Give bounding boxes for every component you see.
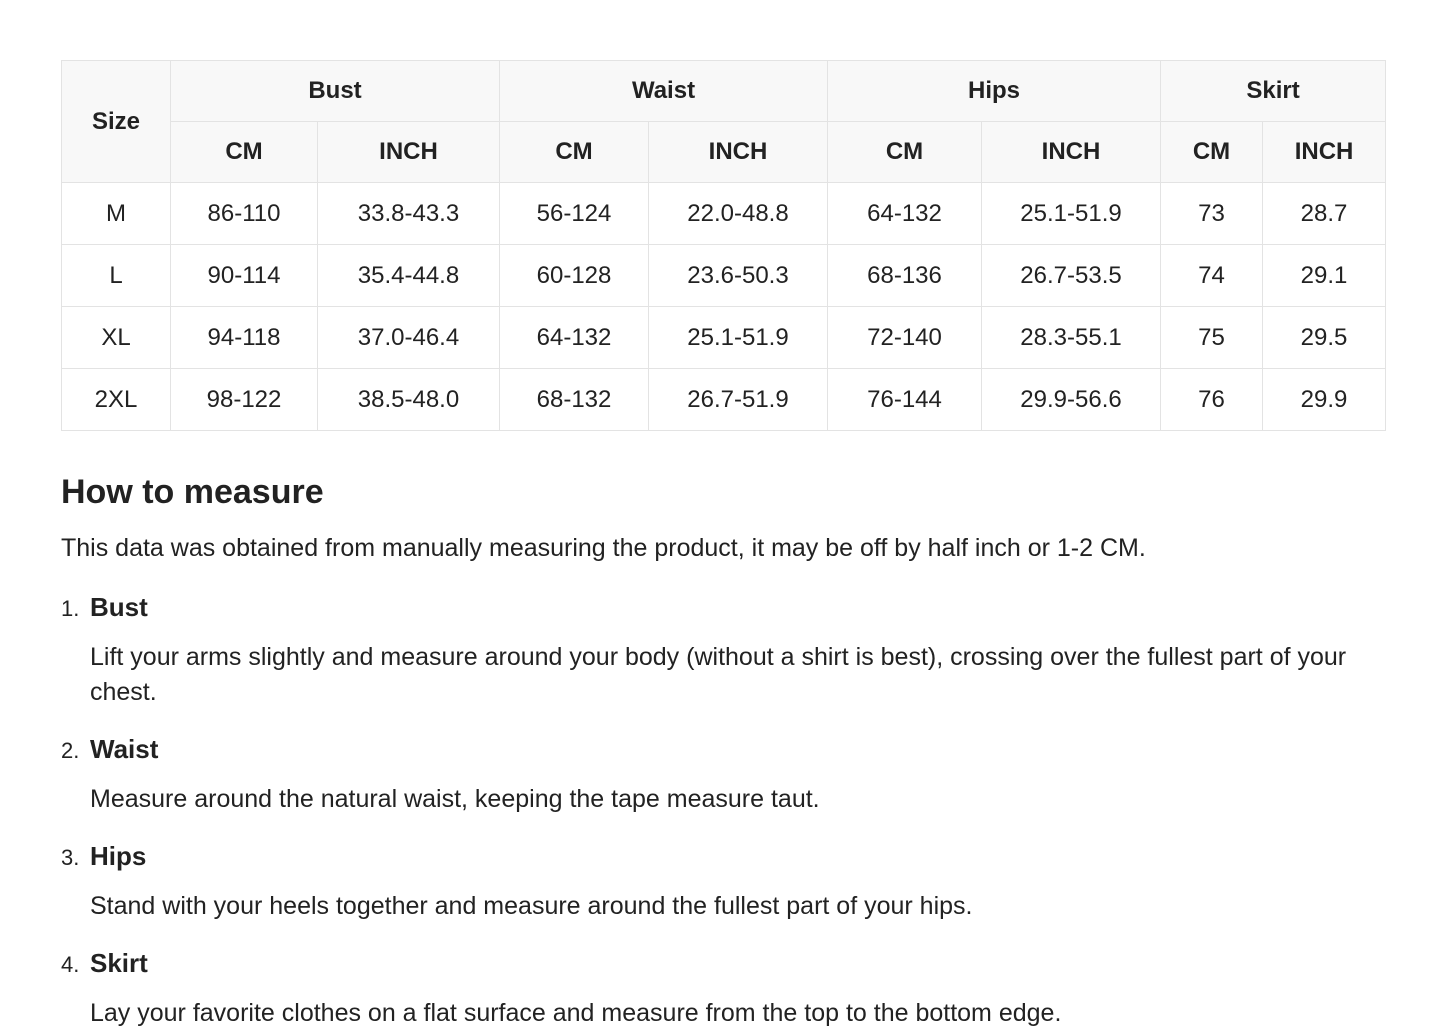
waist-cm-cell: 56-124	[500, 183, 649, 245]
measure-step-skirt	[61, 946, 1385, 1026]
step-label: Waist	[90, 734, 159, 764]
step-description: Measure around the natural waist, keeping the tape measure taut.	[90, 785, 820, 813]
step-label: Hips	[90, 841, 147, 871]
bust-inch-cell: 37.0-46.4	[318, 307, 500, 369]
step-number: 3.	[61, 845, 80, 870]
size-cell: 2XL	[62, 369, 171, 431]
step-description: Lift your arms slightly and measure around your body (without a shirt is best), crossing over the fullest part of your chest.	[90, 643, 1347, 706]
size-cell: L	[62, 245, 171, 307]
unit-header-waist-inch: INCH	[649, 122, 828, 183]
hips-cm-cell: 72-140	[828, 307, 982, 369]
hips-cm-cell: 68-136	[828, 245, 982, 307]
step-number: 2.	[61, 738, 80, 763]
skirt-inch-cell: 29.1	[1263, 245, 1386, 307]
bust-inch-cell: 38.5-48.0	[318, 369, 500, 431]
group-header-waist: Waist	[500, 61, 828, 122]
section-title: How to measure	[61, 473, 324, 511]
waist-inch-cell: 23.6-50.3	[649, 245, 828, 307]
hips-cm-cell: 64-132	[828, 183, 982, 245]
skirt-cm-cell: 73	[1161, 183, 1263, 245]
step-heading	[61, 946, 1385, 985]
step-number: 1.	[61, 596, 80, 621]
waist-cm-cell: 60-128	[500, 245, 649, 307]
bust-cm-cell: 98-122	[171, 369, 318, 431]
skirt-cm-cell: 75	[1161, 307, 1263, 369]
table-row-xl	[62, 307, 1386, 369]
waist-cm-cell: 68-132	[500, 369, 649, 431]
hips-inch-cell: 25.1-51.9	[982, 183, 1161, 245]
measure-step-waist	[61, 732, 1385, 817]
skirt-inch-cell: 29.9	[1263, 369, 1386, 431]
step-number: 4.	[61, 952, 80, 977]
hips-cm-cell: 76-144	[828, 369, 982, 431]
table-row-m	[62, 183, 1386, 245]
skirt-inch-cell: 28.7	[1263, 183, 1386, 245]
waist-inch-cell: 22.0-48.8	[649, 183, 828, 245]
skirt-inch-cell: 29.5	[1263, 307, 1386, 369]
unit-header-hips-inch: INCH	[982, 122, 1161, 183]
bust-cm-cell: 90-114	[171, 245, 318, 307]
unit-header-row	[62, 122, 1386, 183]
table-row-2xl	[62, 369, 1386, 431]
skirt-cm-cell: 76	[1161, 369, 1263, 431]
step-heading	[61, 839, 1385, 878]
step-description: Lay your favorite clothes on a flat surface and measure from the top to the bottom edge.	[90, 999, 1062, 1026]
step-heading	[61, 590, 1385, 629]
measure-step-hips	[61, 839, 1385, 924]
bust-inch-cell: 33.8-43.3	[318, 183, 500, 245]
step-label: Bust	[90, 592, 148, 622]
size-cell: XL	[62, 307, 171, 369]
skirt-cm-cell: 74	[1161, 245, 1263, 307]
hips-inch-cell: 26.7-53.5	[982, 245, 1161, 307]
how-to-measure-section	[61, 475, 1385, 1026]
waist-inch-cell: 25.1-51.9	[649, 307, 828, 369]
table-row-l	[62, 245, 1386, 307]
hips-inch-cell: 28.3-55.1	[982, 307, 1161, 369]
unit-header-skirt-cm: CM	[1161, 122, 1263, 183]
measurement-disclaimer: This data was obtained from manually measuring the product, it may be off by half inch or 1-2 CM.	[61, 534, 1146, 562]
bust-cm-cell: 94-118	[171, 307, 318, 369]
group-header-skirt: Skirt	[1161, 61, 1386, 122]
size-column-header: Size	[62, 61, 171, 183]
hips-inch-cell: 29.9-56.6	[982, 369, 1161, 431]
measure-step-bust	[61, 590, 1385, 710]
step-heading	[61, 732, 1385, 771]
waist-inch-cell: 26.7-51.9	[649, 369, 828, 431]
size-chart-table	[61, 60, 1386, 431]
group-header-bust: Bust	[171, 61, 500, 122]
measure-steps-list	[61, 590, 1385, 1026]
waist-cm-cell: 64-132	[500, 307, 649, 369]
group-header-hips: Hips	[828, 61, 1161, 122]
unit-header-waist-cm: CM	[500, 122, 649, 183]
unit-header-bust-cm: CM	[171, 122, 318, 183]
unit-header-bust-inch: INCH	[318, 122, 500, 183]
step-label: Skirt	[90, 948, 148, 978]
size-cell: M	[62, 183, 171, 245]
group-header-row	[62, 61, 1386, 122]
bust-inch-cell: 35.4-44.8	[318, 245, 500, 307]
bust-cm-cell: 86-110	[171, 183, 318, 245]
unit-header-hips-cm: CM	[828, 122, 982, 183]
unit-header-skirt-inch: INCH	[1263, 122, 1386, 183]
step-description: Stand with your heels together and measure around the fullest part of your hips.	[90, 892, 973, 920]
